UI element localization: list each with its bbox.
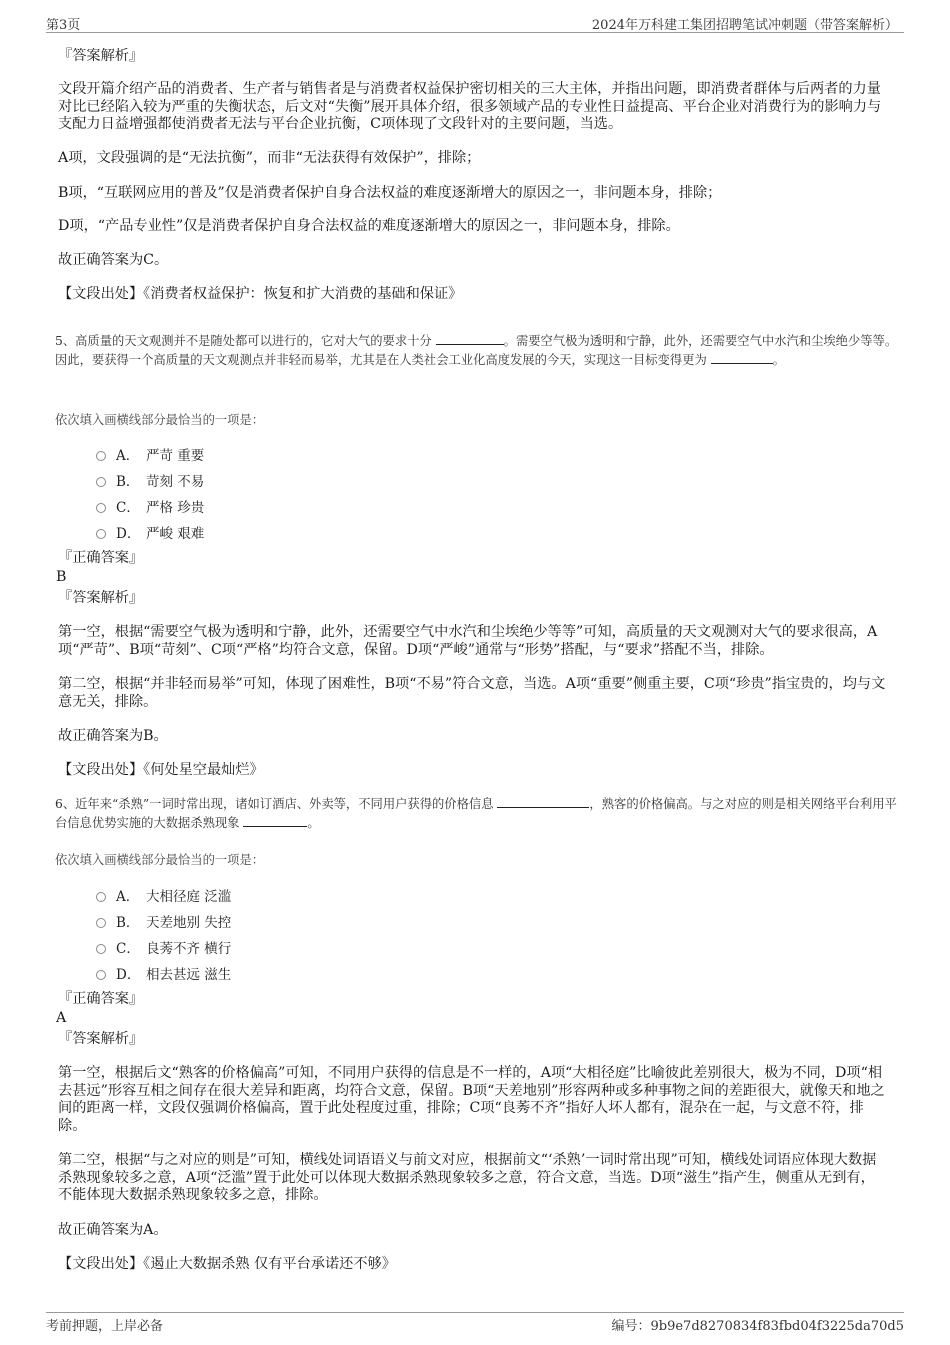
q5-instruction: 依次填入画横线部分最恰当的一项是：: [55, 413, 265, 427]
radio-icon[interactable]: [96, 451, 106, 461]
page-header: [46, 12, 904, 33]
q6-blank-2: [243, 814, 307, 827]
radio-icon[interactable]: [96, 477, 106, 487]
q4-analysis-para1: 文段开篇介绍产品的消费者、生产者与销售者是与消费者权益保护密切相关的三大主体，并指出问题，即消费者群体与后两者的力量对比已经陷入较为严重的失衡状态，后文对“失衡”展开具体介绍，很多领域产品的专业性日益提高、平台企业对消费行为的影响力与支配力日益增强都使消费者无法与平台企业抗衡，C项体现了文段针对的主要问题，当选。: [58, 81, 882, 132]
q5-analysis-para2: 第二空，根据“并非轻而易举”可知，体现了困难性，B项“不易”符合文意，当选。A项“重要”侧重主要，C项“珍贵”指宝贵的，均与文意无关，排除。: [58, 676, 886, 710]
q5-option-d[interactable]: D． 严峻 艰难: [96, 522, 204, 542]
q5-answer: B: [56, 569, 67, 585]
q6-stem: [55, 795, 900, 833]
q4-analysis-option-b: B项，“互联网应用的普及”仅是消费者保护自身合法权益的难度逐渐增大的原因之一，非问题本身，排除；: [58, 185, 722, 201]
q4-analysis-option-a: A项，文段强调的是“无法抗衡”，而非“无法获得有效保护”，排除；: [58, 150, 481, 166]
q6-stem-part3: 。: [307, 816, 320, 830]
q6-option-b[interactable]: B． 天差地别 失控: [96, 911, 231, 931]
q6-instruction: 依次填入画横线部分最恰当的一项是：: [55, 853, 265, 867]
radio-icon[interactable]: [96, 918, 106, 928]
radio-icon[interactable]: [96, 944, 106, 954]
footer-code: 编号：9b9e7d8270834f83fbd04f3225da70d5: [611, 1319, 904, 1334]
q4-analysis-label: 『答案解析』: [58, 48, 144, 64]
document-title: 2024年万科建工集团招聘笔试冲刺题（带答案解析）: [591, 18, 898, 33]
q5-blank-2: [711, 351, 773, 364]
q6-correct-label: 『正确答案』: [58, 991, 144, 1007]
q5-analysis-label: 『答案解析』: [58, 590, 144, 606]
q6-analysis-para2: 第二空，根据“与之对应的则是”可知，横线处词语语义与前文对应，根据前文“‘杀熟’一词时常出现”可知，横线处词语应体现大数据杀熟现象较多之意，A项“泛滥”置于此处可以体现大数据杀熟现象较多之意，符合文意，当选。D项“滋生”指产生，侧重从无到有，不能体现大数据杀熟现象较多之意，排除。: [58, 1152, 877, 1203]
q5-analysis-para1: 第一空，根据“需要空气极为透明和宁静，此外，还需要空气中水汽和尘埃绝少等等”可知，高质量的天文观测对大气的要求很高，A项“严苛”、B项“苛刻”、C项“严格”均符合文意，保留。D项“严峻”通常与“形势”搭配，与“要求”搭配不当，排除。: [58, 624, 878, 658]
q5-source: 【文段出处】《何处星空最灿烂》: [58, 762, 264, 778]
q5-option-a[interactable]: A． 严苛 重要: [96, 444, 204, 464]
q4-conclusion: 故正确答案为C。: [58, 252, 169, 268]
page-number: 第3页: [46, 18, 81, 33]
q5-conclusion: 故正确答案为B。: [58, 728, 168, 744]
q5-option-c[interactable]: C． 严格 珍贵: [96, 496, 204, 516]
q5-stem: [55, 332, 900, 370]
q6-option-c[interactable]: C． 良莠不齐 横行: [96, 937, 231, 957]
q4-analysis-option-d: D项，“产品专业性”仅是消费者保护自身合法权益的难度逐渐增大的原因之一，非问题本身，排除。: [58, 218, 680, 234]
radio-icon[interactable]: [96, 892, 106, 902]
q5-stem-part2: 。需要空气极为透明和宁静，此外，还需要空气中水汽和尘埃绝少等等。因此，要获得一个高质量的天文观测点并非轻而易举，尤其是在人类社会工业化高度发展的今天，实现这一目标变得更为: [55, 334, 898, 367]
q6-analysis-para1: 第一空，根据后文“熟客的价格偏高”可知，不同用户获得的信息是不一样的，A项“大相径庭”比喻彼此差别很大，极为不同，D项“相去甚远”形容互相之间存在很大差异和距离，均符合文意，保留。B项“天差地别”形容两种或多种事物之间的差距很大，就像天和地之间的距离一样，文段仅强调价格偏高，置于此处程度过重，排除；C项“良莠不齐”指好人坏人都有，混杂在一起，与文意不符，排除。: [58, 1065, 885, 1134]
footer-slogan: 考前押题，上岸必备: [46, 1319, 164, 1334]
q5-stem-part3: 。: [772, 353, 785, 367]
q5-correct-label: 『正确答案』: [58, 550, 144, 566]
q6-option-a[interactable]: A． 大相径庭 泛滥: [96, 885, 231, 905]
radio-icon[interactable]: [96, 970, 106, 980]
q5-option-b[interactable]: B． 苛刻 不易: [96, 470, 204, 490]
q4-source: 【文段出处】《消费者权益保护：恢复和扩大消费的基础和保证》: [58, 286, 463, 302]
q5-stem-part1: 5、高质量的天文观测并不是随处都可以进行的，它对大气的要求十分: [55, 334, 432, 348]
q6-stem-part2: ，熟客的价格偏高。与之对应的则是相关网络平台利用平台信息优势实施的大数据杀熟现象: [55, 797, 897, 830]
radio-icon[interactable]: [96, 529, 106, 539]
page-footer: [46, 1312, 904, 1335]
q6-answer: A: [56, 1010, 67, 1026]
q6-stem-part1: 6、近年来“杀熟”一词时常出现，诸如订酒店、外卖等，不同用户获得的价格信息: [55, 797, 494, 811]
q6-analysis-label: 『答案解析』: [58, 1031, 144, 1047]
q5-blank-1: [436, 332, 504, 345]
radio-icon[interactable]: [96, 503, 106, 513]
q6-option-d[interactable]: D． 相去甚远 滋生: [96, 963, 231, 983]
q6-conclusion: 故正确答案为A。: [58, 1222, 168, 1238]
q6-blank-1: [497, 795, 589, 808]
q6-source: 【文段出处】《遏止大数据杀熟 仅有平台承诺还不够》: [58, 1256, 396, 1272]
